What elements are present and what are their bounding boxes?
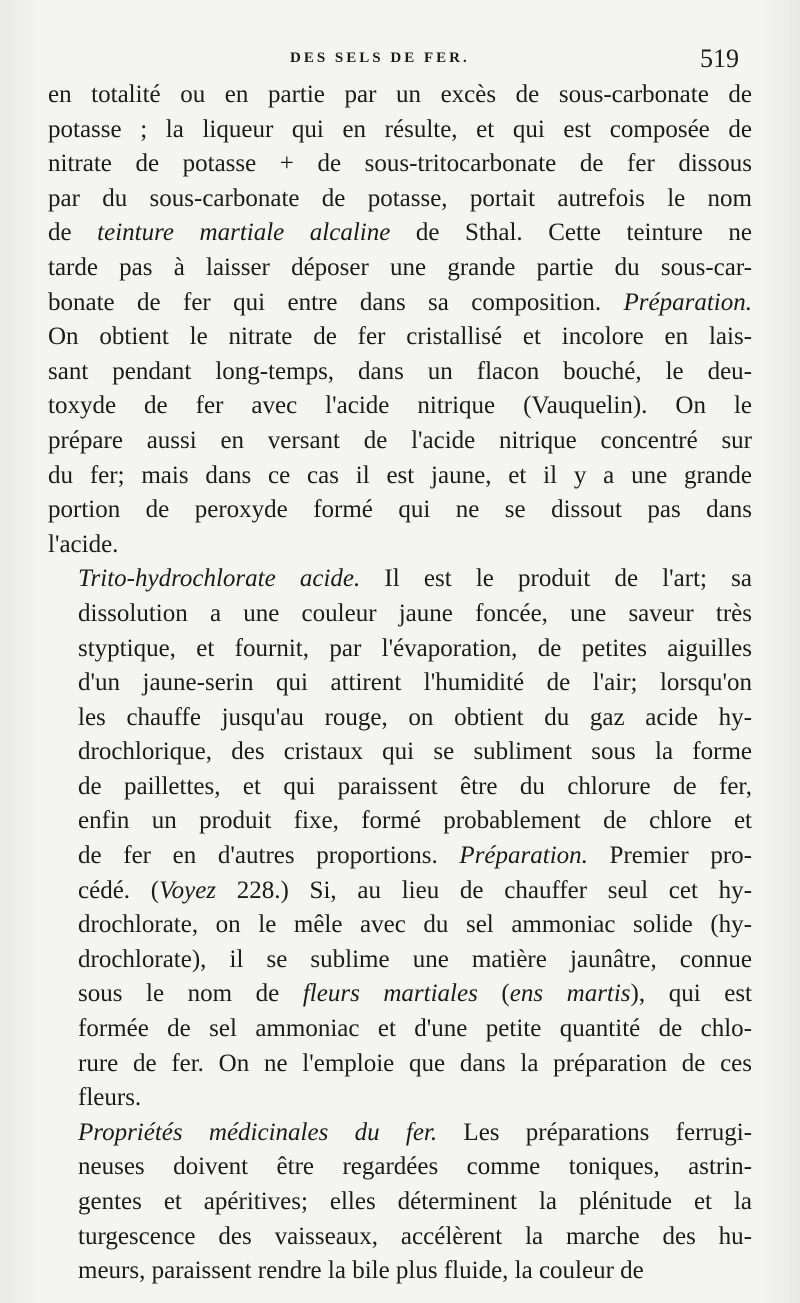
text-line: [48, 216, 752, 251]
page-number: 519: [700, 44, 739, 73]
text-line: [48, 977, 752, 1012]
text-run: de Sthal. Cette teinture ne: [390, 219, 753, 247]
text-line: [48, 701, 752, 736]
italic-run: Préparation.: [623, 288, 752, 316]
text-run: nitrate de potasse + de sous-tritocarbonate de fer dissous: [48, 150, 752, 178]
text-run: drochlorate), il se sublime une matière jaunâtre, connue: [78, 945, 752, 973]
text-run: par du sous-carbonate de potasse, portait autrefois le nom: [48, 184, 752, 212]
italic-run: Propriétés médicinales du fer.: [78, 1118, 438, 1146]
text-run: rure de fer. On ne l'emploie que dans la préparation de ces: [78, 1049, 752, 1077]
text-run: meurs, paraissent rendre la bile plus fluide, la couleur de: [78, 1257, 644, 1285]
text-line: [48, 770, 752, 805]
text-line: [48, 113, 752, 148]
text-run: Les préparations ferrugi-: [437, 1118, 752, 1146]
text-run: de fer en d'autres proportions.: [78, 842, 460, 870]
text-line: [48, 251, 752, 286]
text-run: les chauffe jusqu'au rouge, on obtient du gaz acide hy-: [78, 703, 752, 731]
text-run: l'acide.: [48, 530, 119, 558]
text-run: cédé. (: [78, 876, 160, 904]
text-run: gentes et apéritives; elles déterminent la plénitude et la: [78, 1188, 752, 1215]
text-line: [48, 1047, 752, 1082]
text-run: en totalité ou en partie par un excès de sous-carbonate de: [48, 81, 752, 108]
text-run: ), qui est: [630, 980, 752, 1008]
text-run: On obtient le nitrate de fer cristallisé et incolore en lais-: [48, 323, 752, 351]
text-run: Premier pro-: [587, 842, 752, 870]
text-run: 228.) Si, au lieu de chauffer seul cet hy-: [216, 876, 752, 904]
running-head: DES SELS DE FER.: [290, 50, 470, 66]
text-line: [48, 908, 752, 943]
text-run: sous le nom de: [78, 980, 303, 1008]
text-line: [48, 632, 752, 667]
text-run: Il est le produit de l'art; sa: [360, 565, 752, 593]
text-run: neuses doivent être regardées comme toniques, astrin-: [78, 1153, 752, 1181]
text-line: [48, 78, 752, 113]
text-run: drochlorique, des cristaux qui se subliment sous la forme: [78, 738, 752, 766]
text-run: dissolution a une couleur jaune foncée, une saveur très: [78, 599, 752, 627]
text-run: (: [477, 980, 510, 1008]
text-line: [48, 182, 752, 217]
text-line: [48, 1254, 752, 1289]
italic-run: fleurs martiales: [302, 980, 478, 1008]
italic-run: Trito-hydrochlorate acide.: [78, 565, 361, 593]
text-run: de paillettes, et qui paraissent être du chlorure de fer,: [78, 772, 752, 800]
text-run: enfin un produit fixe, formé probablement de chlore et: [78, 807, 752, 835]
text-line: [48, 424, 752, 459]
text-line: [48, 804, 752, 839]
italic-run: Préparation.: [459, 842, 588, 870]
text-run: portion de peroxyde formé qui ne se dissout pas dans: [48, 496, 752, 524]
text-run: bonate de fer qui entre dans sa composition.: [48, 288, 624, 316]
italic-run: teinture martiale alcaline: [97, 219, 391, 247]
text-line: [48, 874, 752, 909]
text-line: [48, 735, 752, 770]
text-line: [48, 493, 752, 528]
italic-run: ens martis: [509, 980, 631, 1008]
text-run: formée de sel ammoniac et d'une petite quantité de chlo-: [78, 1015, 752, 1043]
text-line: [48, 1081, 752, 1116]
text-run: du fer; mais dans ce cas il est jaune, et il y a une grande: [48, 461, 752, 489]
text-line: [48, 459, 752, 494]
text-line: [48, 943, 752, 978]
text-line: [48, 1220, 752, 1255]
text-line: [48, 666, 752, 701]
text-line: [48, 597, 752, 632]
text-line: [48, 839, 752, 874]
text-line: [48, 1116, 752, 1151]
body-text: [48, 78, 752, 1289]
text-run: tarde pas à laisser déposer une grande partie du sous-car-: [48, 253, 752, 281]
italic-run: Voyez: [159, 876, 217, 904]
text-line: [48, 1185, 752, 1220]
text-run: de: [48, 219, 98, 247]
text-run: prépare aussi en versant de l'acide nitrique concentré sur: [48, 426, 752, 454]
paragraph-trito-hydrochlorate: [48, 562, 752, 1116]
text-run: styptique, et fournit, par l'évaporation, de petites aiguilles: [78, 634, 752, 662]
text-run: d'un jaune-serin qui attirent l'humidité de l'air; lorsqu'on: [78, 669, 752, 697]
text-run: sant pendant long-temps, dans un flacon bouché, le deu-: [48, 357, 752, 385]
text-line: [48, 320, 752, 355]
text-line: [48, 147, 752, 182]
text-line: [48, 528, 752, 563]
text-run: drochlorate, on le mêle avec du sel ammoniac solide (hy-: [78, 911, 752, 939]
paragraph-proprietes-medicinales: [48, 1116, 752, 1289]
text-line: [48, 562, 752, 597]
text-run: toxyde de fer avec l'acide nitrique (Vauquelin). On le: [48, 392, 752, 420]
text-line: [48, 355, 752, 390]
text-run: potasse ; la liqueur qui en résulte, et qui est composée de: [48, 115, 752, 143]
text-run: turgescence des vaisseaux, accélèrent la marche des hu-: [78, 1222, 752, 1250]
paragraph-nitrate: [48, 78, 752, 562]
text-line: [48, 389, 752, 424]
text-line: [48, 1012, 752, 1047]
text-line: [48, 286, 752, 321]
text-run: fleurs.: [78, 1084, 142, 1112]
text-line: [48, 1150, 752, 1185]
